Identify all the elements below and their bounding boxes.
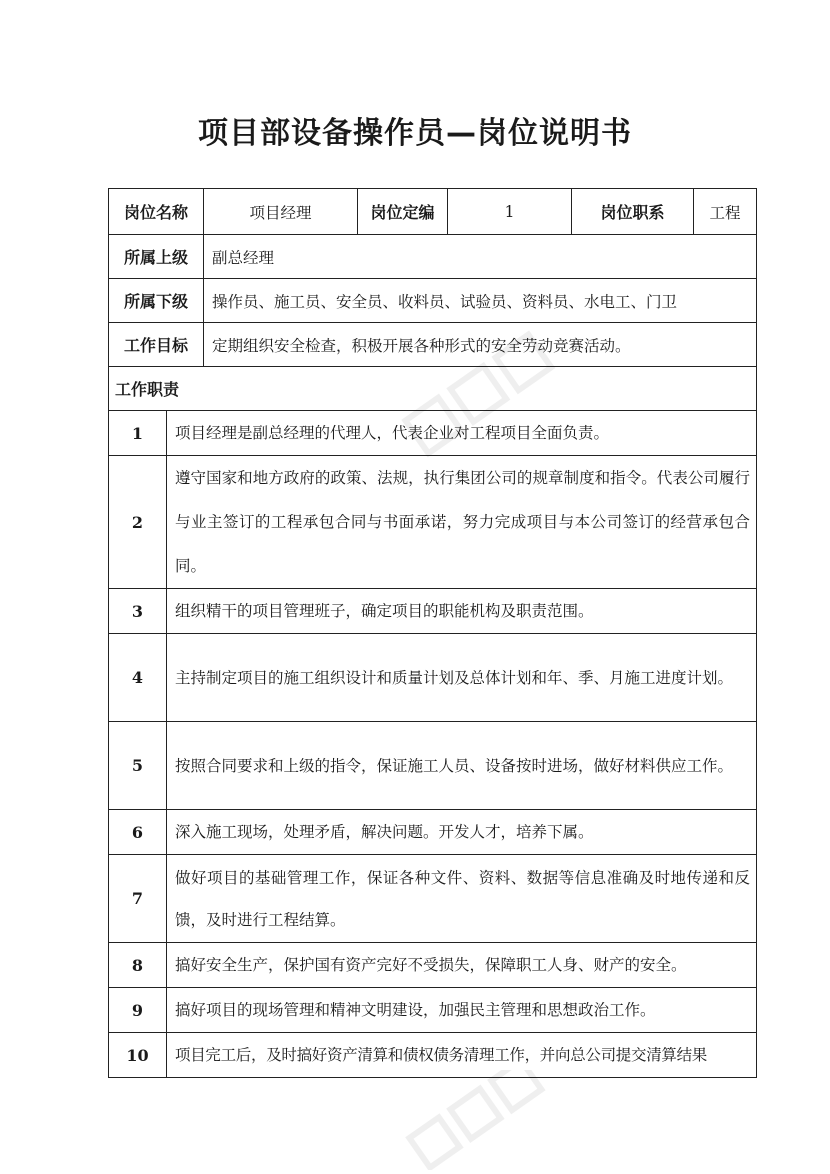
duty-row	[109, 855, 757, 943]
info-row-position	[109, 189, 757, 235]
goal-value: 定期组织安全检查，积极开展各种形式的安全劳动竞赛活动。	[204, 323, 757, 367]
info-row-goal	[109, 323, 757, 367]
duty-text: 搞好安全生产，保护国有资产完好不受损失，保障职工人身、财产的安全。	[167, 943, 757, 988]
duty-text: 项目经理是副总经理的代理人，代表企业对工程项目全面负责。	[167, 411, 757, 456]
superior-value: 副总经理	[204, 235, 757, 279]
duty-number: 8	[109, 943, 167, 988]
position-name-value: 项目经理	[204, 189, 358, 235]
duties-section-row	[109, 367, 757, 411]
job-family-value: 工程	[694, 189, 757, 235]
duty-number: 2	[109, 456, 167, 589]
duty-number: 9	[109, 988, 167, 1033]
superior-label: 所属上级	[109, 235, 204, 279]
subordinates-label: 所属下级	[109, 279, 204, 323]
duty-text: 搞好项目的现场管理和精神文明建设，加强民主管理和思想政治工作。	[167, 988, 757, 1033]
headcount-value: 1	[448, 189, 572, 235]
duty-number: 5	[109, 722, 167, 810]
watermark-mark	[390, 1070, 550, 1170]
duty-row	[109, 722, 757, 810]
job-family-label: 岗位职系	[572, 189, 694, 235]
page-title: 项目部设备操作员—岗位说明书	[198, 116, 632, 151]
duty-row	[109, 456, 757, 589]
job-description-table	[108, 188, 757, 1078]
duty-number: 7	[109, 855, 167, 943]
position-name-label: 岗位名称	[109, 189, 204, 235]
duty-text: 做好项目的基础管理工作，保证各种文件、资料、数据等信息准确及时地传递和反馈，及时进行工程结算。	[167, 855, 757, 943]
duty-text: 组织精干的项目管理班子，确定项目的职能机构及职责范围。	[167, 589, 757, 634]
duty-number: 6	[109, 810, 167, 855]
subordinates-value: 操作员、施工员、安全员、收料员、试验员、资料员、水电工、门卫	[204, 279, 757, 323]
goal-label: 工作目标	[109, 323, 204, 367]
duty-number: 1	[109, 411, 167, 456]
duty-text: 深入施工现场，处理矛盾，解决问题。开发人才，培养下属。	[167, 810, 757, 855]
duty-row	[109, 411, 757, 456]
headcount-label: 岗位定编	[358, 189, 448, 235]
duty-row	[109, 988, 757, 1033]
duty-text: 项目完工后，及时搞好资产清算和债权债务清理工作，并向总公司提交清算结果	[167, 1033, 757, 1078]
duty-text: 遵守国家和地方政府的政策、法规，执行集团公司的规章制度和指令。代表公司履行与业主签订的工程承包合同与书面承诺，努力完成项目与本公司签订的经营承包合同。	[167, 456, 757, 589]
duty-number: 10	[109, 1033, 167, 1078]
duty-text: 按照合同要求和上级的指令，保证施工人员、设备按时进场，做好材料供应工作。	[167, 722, 757, 810]
duty-row	[109, 1033, 757, 1078]
duty-row	[109, 810, 757, 855]
info-row-superior	[109, 235, 757, 279]
duty-number: 3	[109, 589, 167, 634]
duty-text: 主持制定项目的施工组织设计和质量计划及总体计划和年、季、月施工进度计划。	[167, 634, 757, 722]
duty-row	[109, 634, 757, 722]
job-description-table-wrap	[108, 188, 756, 1078]
duty-row	[109, 943, 757, 988]
duty-number: 4	[109, 634, 167, 722]
duties-section-label: 工作职责	[109, 367, 757, 411]
duty-row	[109, 589, 757, 634]
info-row-subordinates	[109, 279, 757, 323]
